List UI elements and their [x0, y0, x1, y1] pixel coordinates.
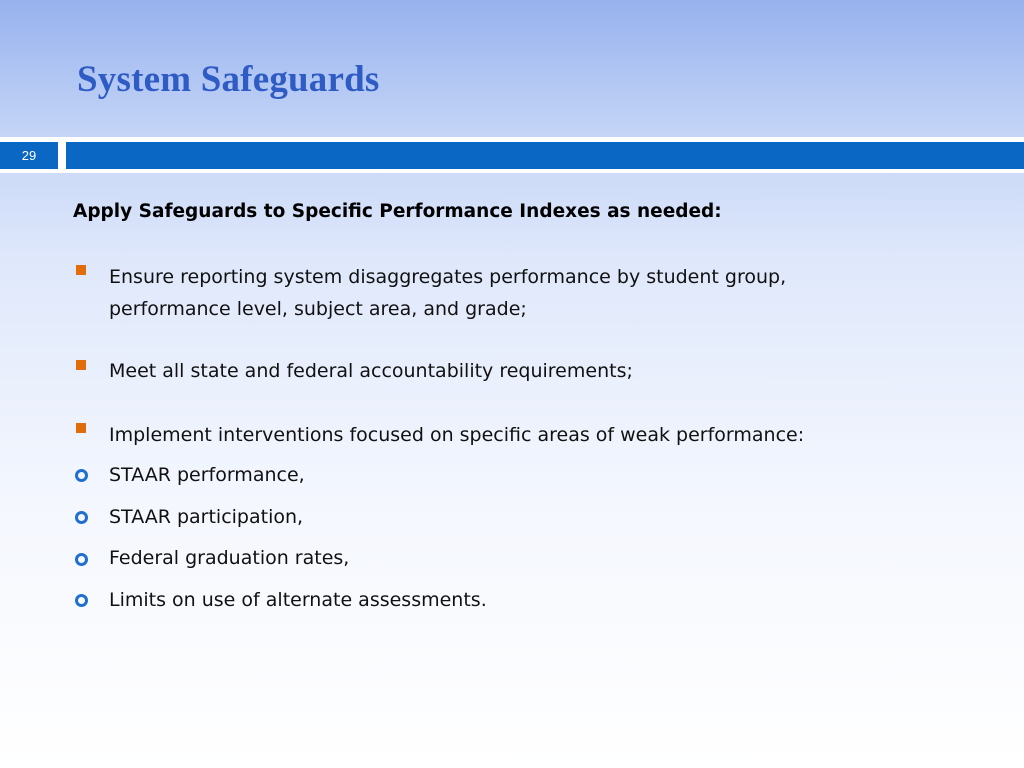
sub-bullet-item-3: Federal graduation rates,	[109, 547, 350, 569]
bullet-item-2: Meet all state and federal accountability requirements;	[109, 360, 633, 382]
sub-bullet-item-2: STAAR participation,	[109, 506, 304, 528]
subheading: Apply Safeguards to Specific Performance Indexes as needed:	[73, 201, 722, 222]
ring-bullet-icon	[75, 594, 88, 607]
sub-bullet-item-4: Limits on use of alternate assessments.	[109, 589, 487, 611]
ring-bullet-icon	[75, 553, 88, 566]
sub-bullet-item-1: STAAR performance,	[109, 464, 305, 486]
header-accent-bar	[66, 142, 1024, 169]
square-bullet-icon	[76, 360, 86, 370]
bullet-item-1-line-2: performance level, subject area, and grade;	[109, 298, 527, 320]
square-bullet-icon	[76, 265, 86, 275]
bullet-item-3: Implement interventions focused on specific areas of weak performance:	[109, 424, 805, 446]
ring-bullet-icon	[75, 469, 88, 482]
bullet-item-1-line-1: Ensure reporting system disaggregates performance by student group,	[109, 266, 787, 288]
slide-title: System Safeguards	[77, 59, 380, 100]
page-number: 29	[0, 142, 58, 169]
square-bullet-icon	[76, 423, 86, 433]
ring-bullet-icon	[75, 511, 88, 524]
